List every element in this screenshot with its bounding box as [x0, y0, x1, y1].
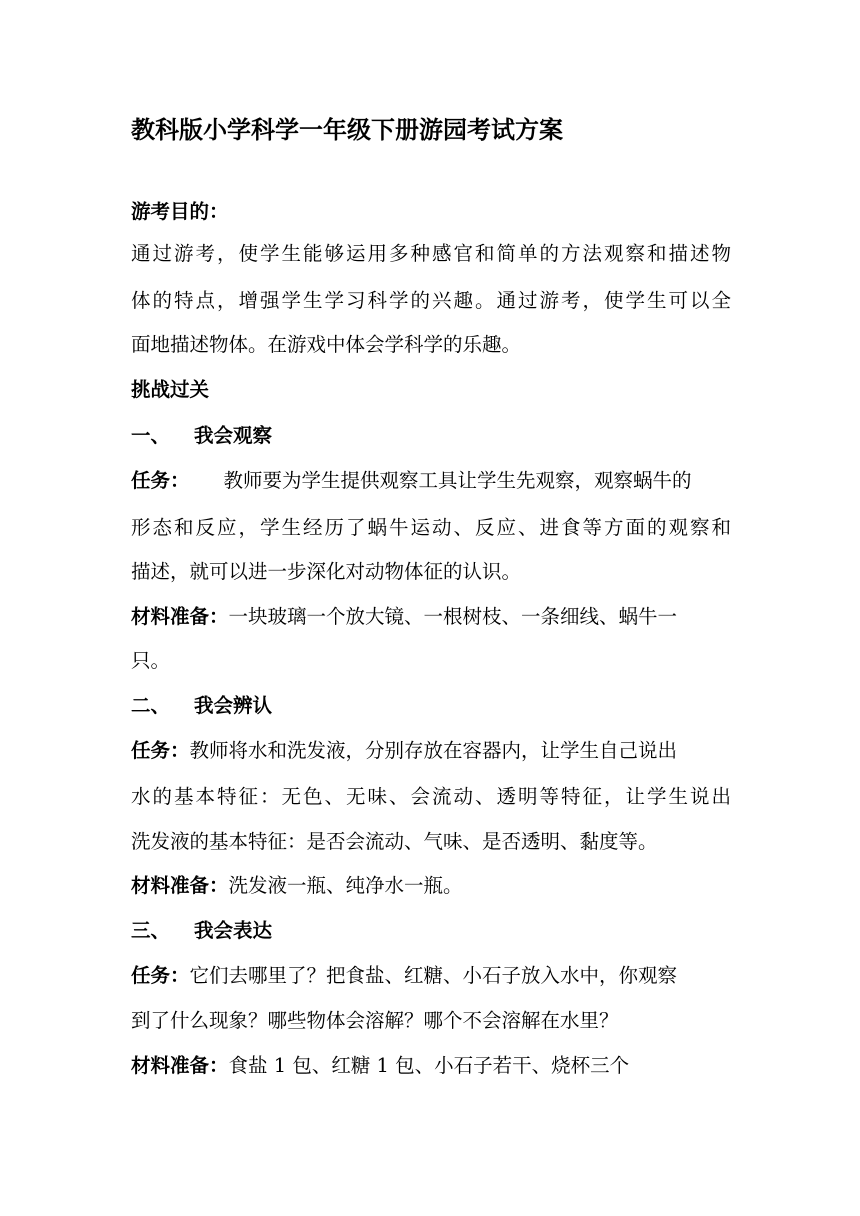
section-2-task-line-3: 洗发液的基本特征：是否会流动、气味、是否透明、黏度等。: [131, 830, 658, 853]
section-2-heading: [131, 690, 731, 722]
material-label: 材料准备：: [131, 874, 229, 897]
section-number: 一、: [131, 424, 171, 447]
section-3-material-line-1: [131, 1050, 731, 1082]
purpose-line-2: 体的特点，增强学生学习科学的兴趣。通过游考，使学生可以全: [131, 289, 731, 312]
section-number: 三、: [131, 919, 171, 942]
section-2-material-line-1: [131, 870, 731, 902]
task-label: 任务：: [131, 739, 190, 762]
section-title: 我会表达: [194, 919, 273, 942]
section-2-task-line-1: [131, 735, 731, 767]
section-1-task-line-1: [131, 465, 731, 497]
section-3-task-line-2: 到了什么现象？哪些物体会溶解？哪个不会溶解在水里？: [131, 1009, 619, 1032]
task-text: 教师要为学生提供观察工具让学生先观察，观察蜗牛的: [223, 469, 692, 492]
section-title: 我会观察: [194, 424, 273, 447]
purpose-line-1: 通过游考，使学生能够运用多种感官和简单的方法观察和描述物: [131, 242, 731, 265]
section-1-task-line-3: 描述，就可以进一步深化对动物体征的认识。: [131, 560, 522, 583]
section-1-heading: [131, 420, 731, 452]
section-3-task-line-1: [131, 960, 731, 992]
section-title: 我会辨认: [194, 694, 273, 717]
task-text: 教师将水和洗发液，分别存放在容器内，让学生自己说出: [189, 739, 678, 762]
section-3-heading: [131, 915, 731, 947]
task-label: 任务：: [131, 469, 190, 492]
purpose-line-3: 面地描述物体。在游戏中体会学科学的乐趣。: [131, 333, 522, 356]
challenge-heading: 挑战过关: [131, 378, 210, 401]
material-text: 一块玻璃一个放大镜、一根树枝、一条细线、蜗牛一: [228, 605, 678, 628]
section-2-task-line-2: 水的基本特征：无色、无味、会流动、透明等特征，让学生说出: [131, 785, 731, 808]
purpose-heading: 游考目的：: [131, 200, 229, 223]
task-text: 它们去哪里了？把食盐、红糖、小石子放入水中，你观察: [189, 964, 678, 987]
material-text: 食盐 1 包、红糖 1 包、小石子若干、烧杯三个: [228, 1054, 630, 1077]
section-number: 二、: [131, 694, 171, 717]
section-1-task-line-2: 形态和反应，学生经历了蜗牛运动、反应、进食等方面的观察和: [131, 516, 731, 539]
section-1-material-line-2: 只。: [131, 649, 171, 672]
page-title: 教科版小学科学一年级下册游园考试方案: [131, 116, 563, 144]
material-text: 洗发液一瓶、纯净水一瓶。: [228, 874, 463, 897]
section-1-material-line-1: [131, 601, 731, 633]
material-label: 材料准备：: [131, 605, 229, 628]
task-label: 任务：: [131, 964, 190, 987]
material-label: 材料准备：: [131, 1054, 229, 1077]
